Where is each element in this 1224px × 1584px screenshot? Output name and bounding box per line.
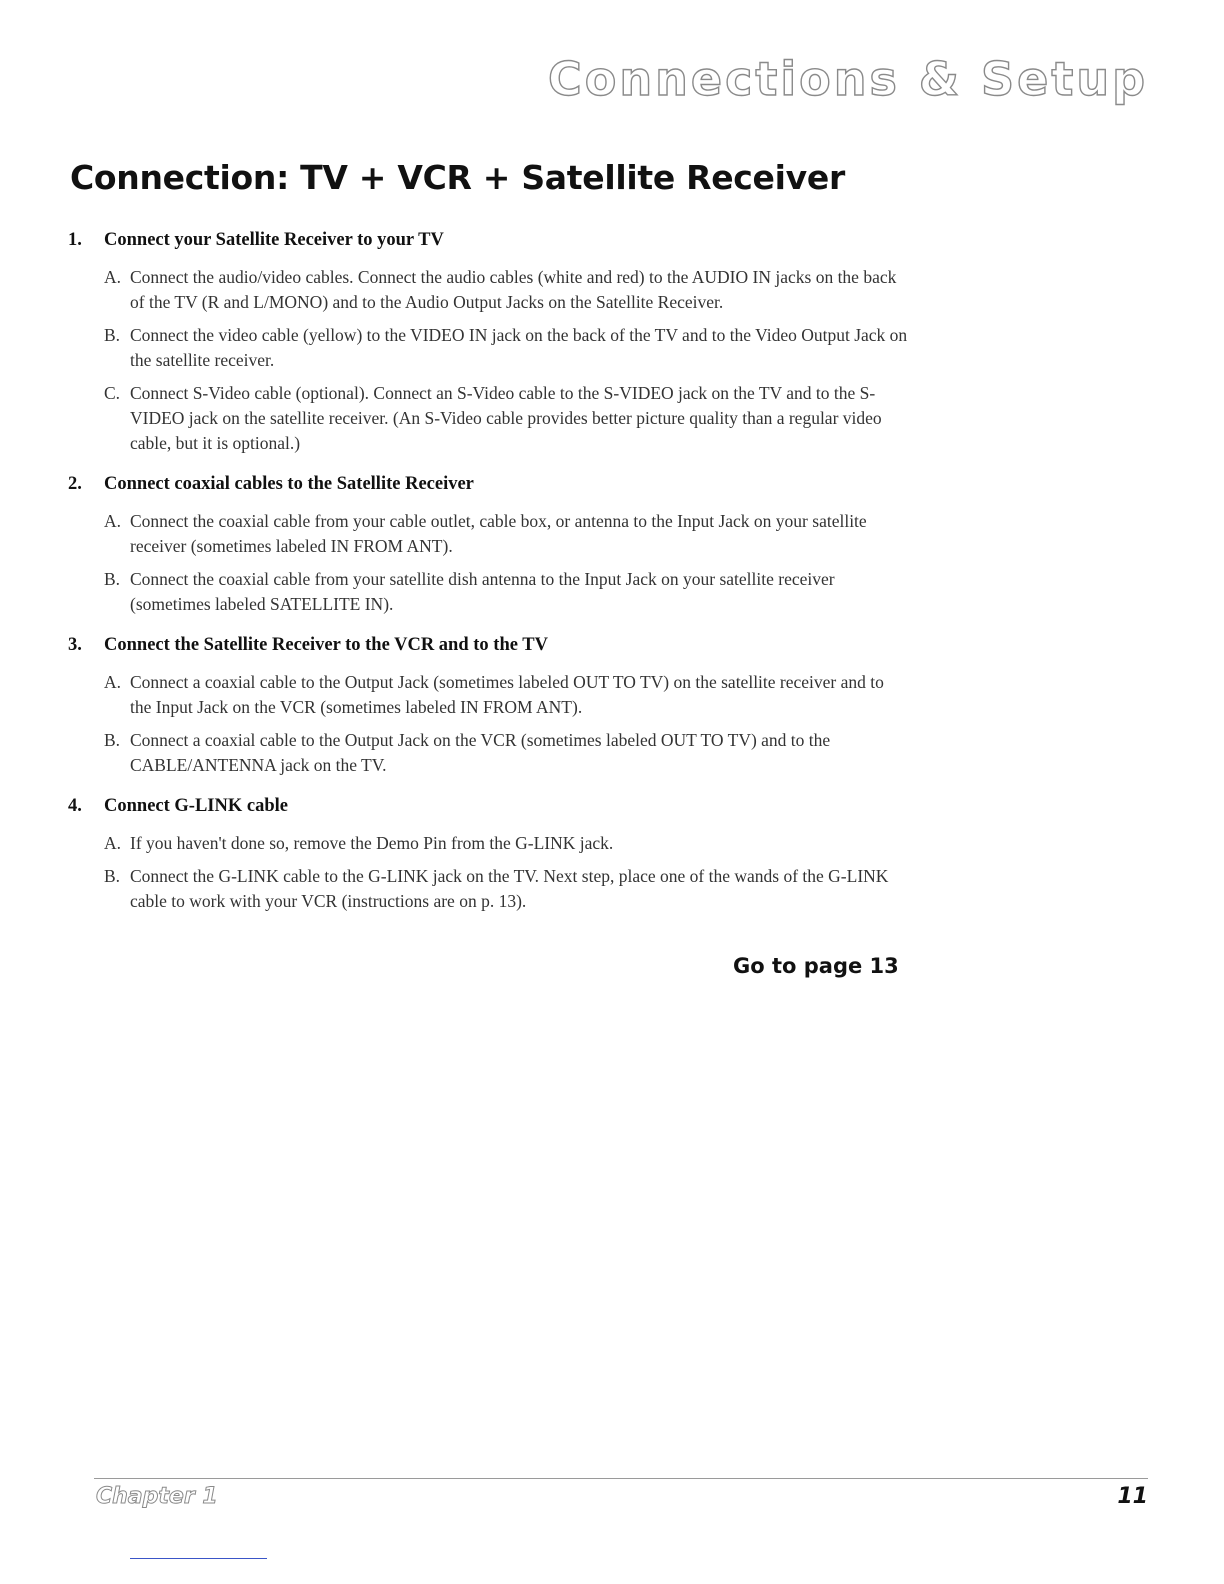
substep-text: Connect the G-LINK cable to the G-LINK jack on the TV. Next step, place one of the wands of the G-LINK cable to work with your VCR (instructions are on p. 13). xyxy=(130,866,889,911)
step-heading xyxy=(68,226,908,254)
step-2 xyxy=(68,470,908,617)
substep-text: Connect a coaxial cable to the Output Jack on the VCR (sometimes labeled OUT TO TV) and to the CABLE/ANTENNA jack on the TV. xyxy=(130,730,831,775)
step-number: 1. xyxy=(68,230,82,250)
step-heading xyxy=(68,470,908,498)
substep-letter: B. xyxy=(104,325,121,345)
substep-letter: A. xyxy=(104,833,122,853)
substep-text: Connect the video cable (yellow) to the VIDEO IN jack on the back of the TV and to the Video Output Jack on the satellite receiver. xyxy=(130,325,908,370)
step-number: 2. xyxy=(68,474,82,494)
substep xyxy=(104,509,908,559)
step-number: 3. xyxy=(68,635,82,655)
substep xyxy=(104,728,908,778)
step-heading xyxy=(68,631,908,659)
substep-letter: B. xyxy=(104,730,121,750)
substep xyxy=(104,670,908,720)
step-title: Connect coaxial cables to the Satellite Receiver xyxy=(104,474,474,494)
substep-letter: C. xyxy=(104,383,121,403)
substep-text: Connect the audio/video cables. Connect the audio cables (white and red) to the AUDIO IN jacks on the back of the TV (R and L/MONO) and to the Audio Output Jacks on the Satellite Receiver. xyxy=(130,267,897,312)
substep-text: Connect the coaxial cable from your satellite dish antenna to the Input Jack on your satellite receiver (sometimes labeled SATELLITE IN). xyxy=(130,569,835,614)
substep xyxy=(104,567,908,617)
substep-text: Connect the coaxial cable from your cable outlet, cable box, or antenna to the Input Jack on your satellite receiver (sometimes labeled IN FROM ANT). xyxy=(130,511,867,556)
step-heading xyxy=(68,792,908,820)
footer-divider xyxy=(94,1478,1148,1479)
page-number: 11 xyxy=(1117,1484,1148,1509)
page-title: Connection: TV + VCR + Satellite Receiver xyxy=(70,158,845,197)
substep-letter: A. xyxy=(104,267,122,287)
substep-letter: B. xyxy=(104,866,121,886)
substep xyxy=(104,381,908,456)
go-to-page-link[interactable]: Go to page 13 xyxy=(733,954,899,978)
step-title: Connect G-LINK cable xyxy=(104,796,288,816)
substep xyxy=(104,831,908,856)
substep-text: Connect a coaxial cable to the Output Jack (sometimes labeled OUT TO TV) on the satellite receiver and to the Input Jack on the VCR (sometimes labeled IN FROM ANT). xyxy=(130,672,884,717)
substep-letter: B. xyxy=(104,569,121,589)
step-3 xyxy=(68,631,908,778)
substep-text: Connect S-Video cable (optional). Connect an S-Video cable to the S-VIDEO jack on the TV and to the S-VIDEO jack on the satellite receiver. (An S-Video cable provides better picture quality than a regular video cable, but it is optional.) xyxy=(130,383,882,453)
section-header: Connections & Setup xyxy=(548,52,1148,106)
chapter-label: Chapter 1 xyxy=(96,1484,218,1509)
substep xyxy=(104,864,908,914)
step-4 xyxy=(68,792,908,914)
step-1 xyxy=(68,226,908,456)
substep xyxy=(104,265,908,315)
step-title: Connect your Satellite Receiver to your TV xyxy=(104,230,444,250)
substep-letter: A. xyxy=(104,672,122,692)
bottom-divider xyxy=(130,1558,267,1559)
substep-letter: A. xyxy=(104,511,122,531)
step-title: Connect the Satellite Receiver to the VCR and to the TV xyxy=(104,635,548,655)
substep xyxy=(104,323,908,373)
substep-text: If you haven't done so, remove the Demo Pin from the G-LINK jack. xyxy=(130,833,614,853)
instructions xyxy=(68,226,908,928)
step-number: 4. xyxy=(68,796,82,816)
